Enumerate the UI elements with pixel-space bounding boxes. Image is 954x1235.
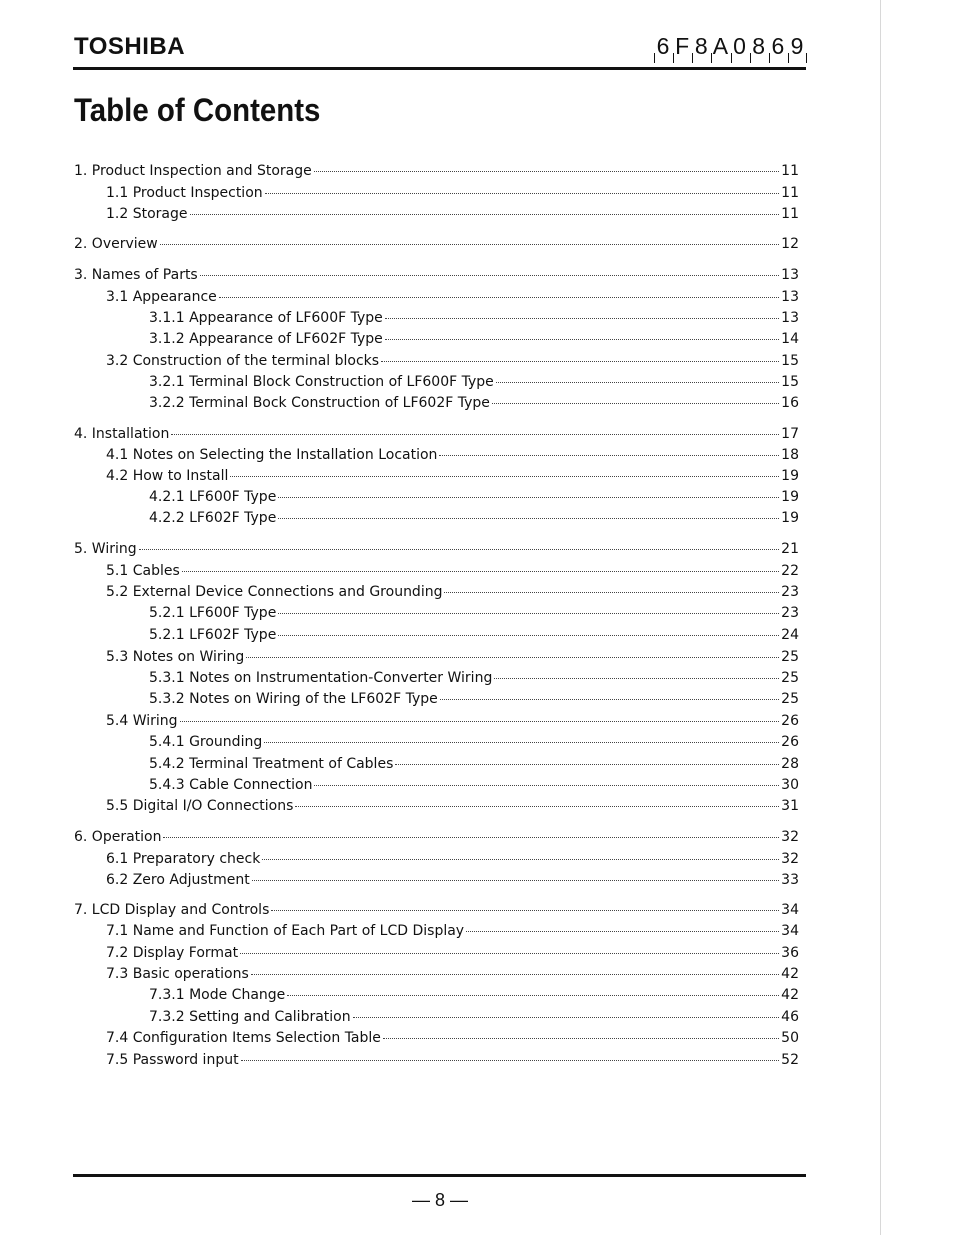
toc-entry[interactable] — [149, 626, 799, 644]
toc-entry-label: 5. Wiring — [74, 541, 137, 557]
toc-entry[interactable] — [149, 776, 799, 794]
toc-dot-leader — [240, 952, 779, 954]
toc-entry-label: 5.4.3 Cable Connection — [149, 777, 313, 793]
toc-entry-page: 42 — [781, 966, 799, 982]
toc-entry-page: 42 — [781, 987, 799, 1003]
toc-dot-leader — [439, 454, 779, 456]
toc-entry[interactable] — [74, 235, 799, 253]
toc-dot-leader — [494, 677, 779, 679]
toc-entry-page: 46 — [781, 1009, 799, 1025]
toc-dot-leader — [278, 517, 779, 519]
toc-entry-label: 5.2.1 LF602F Type — [149, 627, 277, 643]
toc-entry-label: 5.5 Digital I/O Connections — [106, 798, 294, 814]
toc-entry-label: 7.5 Password input — [106, 1052, 239, 1068]
toc-dot-leader — [314, 784, 779, 786]
toc-entry[interactable] — [74, 540, 799, 558]
toc-entry-page: 25 — [781, 691, 799, 707]
toc-entry-label: 3.2.2 Terminal Bock Construction of LF602F Type — [149, 395, 490, 411]
header-rule — [73, 67, 806, 70]
toc-entry-label: 3.1.2 Appearance of LF602F Type — [149, 331, 383, 347]
toc-entry-page: 33 — [781, 872, 799, 888]
toc-entry-label: 5.2.1 LF600F Type — [149, 605, 277, 621]
toc-entry-label: 6. Operation — [74, 829, 162, 845]
toc-entry[interactable] — [106, 850, 799, 868]
toc-entry-label: 5.3 Notes on Wiring — [106, 649, 245, 665]
toc-entry[interactable] — [106, 184, 799, 202]
toc-dot-leader — [287, 994, 779, 996]
toc-entry[interactable] — [74, 266, 799, 284]
toc-dot-leader — [271, 909, 779, 911]
toc-entry[interactable] — [106, 1029, 799, 1047]
toc-entry[interactable] — [149, 755, 799, 773]
toc-entry[interactable] — [106, 712, 799, 730]
toc-dot-leader — [160, 243, 779, 245]
toc-entry[interactable] — [106, 446, 799, 464]
toc-entry-label: 1.2 Storage — [106, 206, 188, 222]
toc-dot-leader — [295, 805, 779, 807]
toc-entry-page: 16 — [781, 395, 799, 411]
toc-entry[interactable] — [106, 922, 799, 940]
toc-entry-page: 15 — [781, 353, 799, 369]
toc-dot-leader — [385, 317, 779, 319]
toc-entry-label: 5.2 External Device Connections and Grounding — [106, 584, 443, 600]
toc-dot-leader — [180, 720, 780, 722]
toc-entry-page: 11 — [781, 185, 799, 201]
toc-entry-page: 11 — [781, 163, 799, 179]
toc-entry[interactable] — [106, 583, 799, 601]
toc-entry[interactable] — [106, 944, 799, 962]
toc-entry-page: 26 — [781, 734, 799, 750]
toc-entry-label: 4.2 How to Install — [106, 468, 229, 484]
toc-entry-label: 5.1 Cables — [106, 563, 180, 579]
toc-dot-leader — [395, 763, 779, 765]
toc-dot-leader — [252, 879, 779, 881]
toc-entry[interactable] — [106, 797, 799, 815]
toc-entry-page: 26 — [781, 713, 799, 729]
toc-entry-page: 19 — [781, 489, 799, 505]
toc-entry-page: 23 — [781, 605, 799, 621]
toc-entry-label: 4. Installation — [74, 426, 170, 442]
toc-entry[interactable] — [149, 604, 799, 622]
toc-entry-page: 21 — [781, 541, 799, 557]
toc-dot-leader — [383, 1037, 779, 1039]
toc-entry-page: 22 — [781, 563, 799, 579]
toc-entry[interactable] — [149, 733, 799, 751]
toc-dot-leader — [278, 612, 779, 614]
toc-entry[interactable] — [74, 828, 799, 846]
toc-entry-page: 28 — [781, 756, 799, 772]
toc-entry-label: 6.1 Preparatory check — [106, 851, 261, 867]
toc-entry-page: 34 — [781, 902, 799, 918]
toc-entry-label: 7. LCD Display and Controls — [74, 902, 270, 918]
toc-entry-page: 34 — [781, 923, 799, 939]
toc-entry-page: 32 — [781, 829, 799, 845]
toc-dot-leader — [163, 836, 779, 838]
toc-dot-leader — [496, 381, 779, 383]
toc-dot-leader — [139, 548, 780, 550]
toc-entry-label: 7.3 Basic operations — [106, 966, 249, 982]
doc-number-char: 8 — [693, 33, 709, 63]
doc-number-char: 9 — [789, 33, 805, 63]
toc-entry-label: 5.3.2 Notes on Wiring of the LF602F Type — [149, 691, 438, 707]
toc-entry[interactable] — [149, 330, 799, 348]
toc-entry-label: 7.3.2 Setting and Calibration — [149, 1009, 351, 1025]
toc-entry[interactable] — [149, 690, 799, 708]
toc-entry-label: 4.2.1 LF600F Type — [149, 489, 277, 505]
toc-entry-page: 23 — [781, 584, 799, 600]
page-edge-line — [880, 0, 881, 1235]
toc-entry[interactable] — [74, 901, 799, 919]
doc-number-char: 6 — [655, 33, 671, 63]
toc-dot-leader — [219, 296, 779, 298]
toc-entry-label: 5.4.2 Terminal Treatment of Cables — [149, 756, 394, 772]
toc-entry-page: 19 — [781, 510, 799, 526]
toc-entry-page: 13 — [781, 310, 799, 326]
toc-entry-label: 5.4.1 Grounding — [149, 734, 263, 750]
toc-entry[interactable] — [74, 425, 799, 443]
toc-entry[interactable] — [106, 288, 799, 306]
toc-entry-label: 5.3.1 Notes on Instrumentation-Converter Wiring — [149, 670, 493, 686]
toc-entry[interactable] — [149, 1008, 799, 1026]
toc-dot-leader — [381, 360, 779, 362]
toc-entry-label: 1.1 Product Inspection — [106, 185, 263, 201]
toc-dot-leader — [241, 1059, 780, 1061]
page-title: Table of Contents — [74, 92, 321, 128]
toc-entry-page: 13 — [781, 267, 799, 283]
toc-entry-label: 5.4 Wiring — [106, 713, 178, 729]
toc-entry-page: 11 — [781, 206, 799, 222]
toc-entry-page: 13 — [781, 289, 799, 305]
toc-entry-page: 12 — [781, 236, 799, 252]
toc-entry-label: 7.1 Name and Function of Each Part of LCD Display — [106, 923, 465, 939]
footer-rule — [73, 1174, 806, 1177]
document-number — [655, 33, 805, 63]
toc-entry[interactable] — [106, 352, 799, 370]
toc-dot-leader — [251, 973, 779, 975]
toc-entry[interactable] — [106, 871, 799, 889]
doc-number-char: 6 — [770, 33, 786, 63]
toc-dot-leader — [353, 1016, 780, 1018]
toc-entry-label: 3. Names of Parts — [74, 267, 198, 283]
toc-entry[interactable] — [74, 162, 799, 180]
toc-entry-label: 7.3.1 Mode Change — [149, 987, 286, 1003]
toc-entry-page: 36 — [781, 945, 799, 961]
toc-dot-leader — [385, 338, 779, 340]
toc-entry-label: 1. Product Inspection and Storage — [74, 163, 312, 179]
toc-dot-leader — [265, 192, 780, 194]
toc-dot-leader — [171, 433, 779, 435]
toc-dot-leader — [262, 858, 779, 860]
toc-entry[interactable] — [149, 373, 799, 391]
toc-entry-label: 2. Overview — [74, 236, 158, 252]
toc-dot-leader — [246, 656, 779, 658]
toc-entry-label: 7.2 Display Format — [106, 945, 239, 961]
toc-entry-label: 7.4 Configuration Items Selection Table — [106, 1030, 381, 1046]
toc-entry[interactable] — [106, 205, 799, 223]
toc-entry[interactable] — [106, 1051, 799, 1069]
toc-entry-label: 3.1 Appearance — [106, 289, 217, 305]
toc-entry-page: 30 — [781, 777, 799, 793]
toc-entry-label: 4.1 Notes on Selecting the Installation Location — [106, 447, 438, 463]
toc-entry[interactable] — [106, 965, 799, 983]
toc-entry[interactable] — [149, 509, 799, 527]
toc-entry[interactable] — [106, 467, 799, 485]
toc-entry-page: 25 — [781, 649, 799, 665]
toc-dot-leader — [492, 402, 779, 404]
toc-entry-page: 50 — [781, 1030, 799, 1046]
toc-entry[interactable] — [149, 394, 799, 412]
toc-dot-leader — [200, 274, 779, 276]
toc-entry[interactable] — [149, 309, 799, 327]
toc-dot-leader — [314, 170, 779, 172]
toc-entry[interactable] — [149, 986, 799, 1004]
toc-dot-leader — [182, 570, 779, 572]
page-number: — 8 — — [411, 1190, 468, 1210]
toc-dot-leader — [230, 475, 779, 477]
toc-entry-page: 32 — [781, 851, 799, 867]
toc-dot-leader — [466, 930, 779, 932]
toc-entry-page: 24 — [781, 627, 799, 643]
toc-entry[interactable] — [149, 488, 799, 506]
toc-entry-page: 52 — [781, 1052, 799, 1068]
toc-entry-page: 18 — [781, 447, 799, 463]
toc-entry-label: 4.2.2 LF602F Type — [149, 510, 277, 526]
brand-logo: TOSHIBA — [74, 33, 186, 60]
toc-entry-page: 31 — [781, 798, 799, 814]
toc-dot-leader — [190, 213, 780, 215]
toc-entry-label: 6.2 Zero Adjustment — [106, 872, 250, 888]
toc-entry-page: 15 — [781, 374, 799, 390]
toc-entry[interactable] — [106, 648, 799, 666]
doc-number-char: 0 — [732, 33, 748, 63]
toc-dot-leader — [264, 741, 779, 743]
toc-dot-leader — [278, 634, 779, 636]
toc-entry[interactable] — [149, 669, 799, 687]
toc-entry-page: 17 — [781, 426, 799, 442]
doc-number-char: F — [674, 33, 690, 63]
toc-entry-page: 14 — [781, 331, 799, 347]
toc-entry-label: 3.1.1 Appearance of LF600F Type — [149, 310, 383, 326]
toc-dot-leader — [444, 591, 779, 593]
toc-entry-page: 25 — [781, 670, 799, 686]
toc-dot-leader — [278, 496, 779, 498]
doc-number-char: A — [712, 33, 728, 63]
toc-entry[interactable] — [106, 562, 799, 580]
doc-number-char: 8 — [751, 33, 767, 63]
toc-entry-label: 3.2.1 Terminal Block Construction of LF600F Type — [149, 374, 494, 390]
toc-entry-page: 19 — [781, 468, 799, 484]
toc-dot-leader — [440, 698, 779, 700]
toc-entry-label: 3.2 Construction of the terminal blocks — [106, 353, 380, 369]
